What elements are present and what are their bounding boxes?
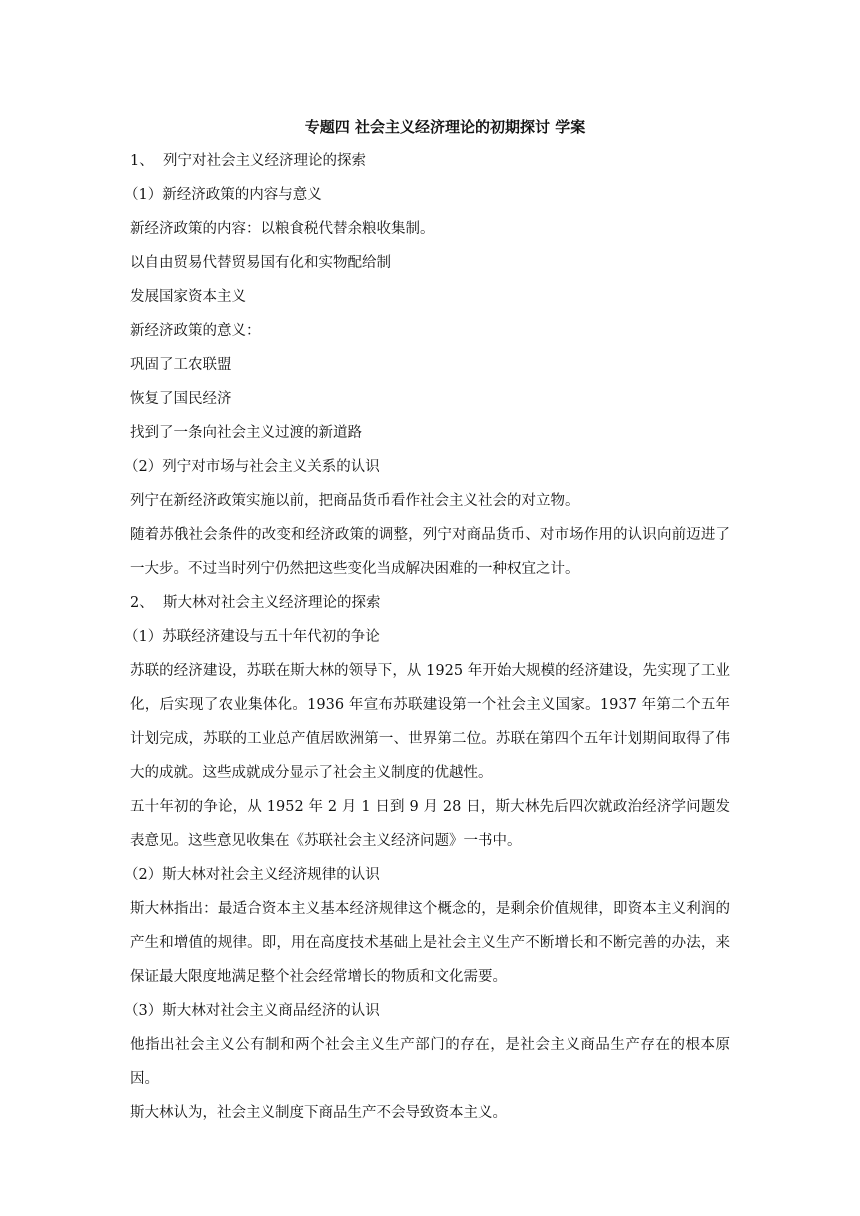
document-title: 专题四 社会主义经济理论的初期探讨 学案 [304, 118, 586, 136]
paragraph: 斯大林认为，社会主义制度下商品生产不会导致资本主义。 [130, 1105, 507, 1121]
section-number: 2、 [130, 595, 154, 611]
paragraph: 找到了一条向社会主义过渡的新道路 [130, 425, 362, 441]
paragraph: 他指出社会主义公有制和两个社会主义生产部门的存在，是社会主义商品生产存在的根本原因。 [130, 1037, 730, 1087]
subsection-heading: （2）列宁对市场与社会主义关系的认识 [124, 459, 380, 475]
subsection-heading: （1）苏联经济建设与五十年代初的争论 [124, 629, 380, 645]
paragraph: 新经济政策的意义： [130, 323, 261, 339]
paragraph: 五十年初的争论，从 1952 年 2 月 1 日到 9 月 28 日，斯大林先后四次就政治经济学问题发表意见。这些意见收集在《苏联社会主义经济问题》一书中。 [130, 799, 730, 849]
paragraph: 发展国家资本主义 [130, 289, 246, 305]
paragraph: 列宁在新经济政策实施以前，把商品货币看作社会主义社会的对立物。 [130, 493, 580, 509]
subsection-heading: （3）斯大林对社会主义商品经济的认识 [124, 1003, 380, 1019]
section-heading-2 [130, 586, 730, 620]
paragraph: 苏联的经济建设，苏联在斯大林的领导下，从 1925 年开始大规模的经济建设，先实现了工业化，后实现了农业集体化。1936 年宣布苏联建设第一个社会主义国家。1937 年第二个五年计划完成，苏联的工业总产值居欧洲第一、世界第二位。苏联在第四个五年计划期间取得了伟大的成就。这些成就成分显示了社会主义制度的优越性。 [130, 663, 730, 781]
subsection-heading: （1）新经济政策的内容与意义 [124, 187, 322, 203]
paragraph: 随着苏俄社会条件的改变和经济政策的调整，列宁对商品货币、对市场作用的认识向前迈进了一大步。不过当时列宁仍然把这些变化当成解决困难的一种权宜之计。 [130, 527, 730, 577]
paragraph: 恢复了国民经济 [130, 391, 232, 407]
section-title: 斯大林对社会主义经济理论的探索 [163, 595, 381, 611]
document-body [124, 110, 730, 1130]
paragraph: 斯大林指出：最适合资本主义基本经济规律这个概念的，是剩余价值规律，即资本主义利润的产生和增值的规律。即，用在高度技术基础上是社会主义生产不断增长和不断完善的办法，来保证最大限度地满足整个社会经常增长的物质和文化需要。 [130, 901, 730, 985]
paragraph: 新经济政策的内容：以粮食税代替余粮收集制。 [130, 221, 435, 237]
section-heading-1 [130, 144, 730, 178]
section-number: 1、 [130, 153, 154, 169]
paragraph: 巩固了工农联盟 [130, 357, 232, 373]
section-title: 列宁对社会主义经济理论的探索 [163, 153, 366, 169]
paragraph: 以自由贸易代替贸易国有化和实物配给制 [130, 255, 391, 271]
subsection-heading: （2）斯大林对社会主义经济规律的认识 [124, 867, 380, 883]
